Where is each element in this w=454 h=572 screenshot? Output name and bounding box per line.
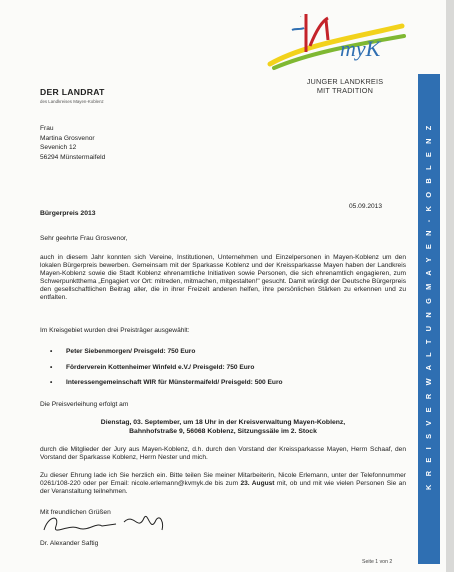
closing: Mit freundlichen Grüßen [40,509,111,516]
scan-mark: · [300,14,302,20]
list-item [50,364,283,380]
recipient-line: Frau [40,125,54,132]
list-item [50,348,283,364]
body-paragraph-ceremony: Die Preisverleihung erfolgt am [40,401,129,408]
page-number: Seite 1 von 2 [362,559,393,565]
body-paragraph-intro: auch in diesem Jahr konnten sich Vereine, Institutionen, Unternehmen und Einzelpersonen in Mayen-Koblenz um den lokalen Bürgerpreis bewerben. Gemeinsam mit der Sparkasse Koblenz und der Kreissparkasse Mayen haben der Landkreis Mayen-Koblenz sowie die Stadt Koblenz ehrenamtliche Initiativen sowie Personen, die sich ehrenamtlich engagieren, zum Schwerpunktthema „Engagiert vor Ort: mitreden, mitmachen, mitgestalten!" gesucht. Damit würdigt der Deutsche Bürgerpreis den gesellschaftlichen Beitrag aller, die in ihrer Freizeit anderen helfen, ihre persönlichen Stärken zu erkennen und zu entfalten. [40,254,406,301]
body-paragraph-invitation [40,472,406,496]
bullet-icon: • [50,348,53,355]
logo-caption [290,78,400,95]
letter-date: 05.09.2013 [349,203,383,210]
event-details [40,419,406,436]
deadline-date: 23. August [240,479,275,487]
body-paragraph-jury: durch die Mitglieder der Jury aus Mayen-Koblenz, d.h. durch den Vorstand der Kreissparkasse Mayen, Herrn Schaaf, den Vorstand der Sparkasse Koblenz, Herrn Nester und mich. [40,446,406,461]
sender-subtitle: des Landkreises Mayen-Koblenz [40,99,104,104]
winner-text: Förderverein Kottenheimer Winfeld e.V./ Preisgeld: 750 Euro [66,363,255,371]
event-line: Dienstag, 03. September, um 18 Uhr in der Kreisverwaltung Mayen-Koblenz, [100,419,346,426]
winner-text: Interessengemeinschaft WIR für Münstermaifeld/ Preisgeld: 500 Euro [66,379,283,386]
body-paragraph-winners-intro: Im Kreisgebiet wurden drei Preisträger ausgewählt: [40,327,190,334]
salutation: Sehr geehrte Frau Grosvenor, [40,235,128,242]
event-line: Bahnhofstraße 9, 56068 Koblenz, Sitzungssäle im 2. Stock [129,427,317,435]
invitation-text: Zu dieser Ehrung lade ich Sie herzlich ein. Bitte teilen Sie meiner Mitarbeiterin, Nicole Erlemann, unter der Telefonnummer 0261/108-220 oder per Email: nicole.erlemann@kvmyk.de bis zum [40,472,406,487]
winners-list [50,348,283,395]
signer-name: Dr. Alexander Saftig [40,540,99,547]
recipient-address [40,124,105,162]
handwritten-signature [38,510,168,540]
winner-text: Peter Siebenmorgen/ Preisgeld: 750 Euro [66,348,196,355]
logo-wordmark: myK [340,36,381,61]
invitation-text-end: mit, ob und mit wie vielen Personen Sie an der Veranstaltung teilnehmen. [40,479,406,495]
list-item [50,379,283,395]
logo-caption-line1: JUNGER LANDKREIS [306,77,384,86]
bullet-icon: • [50,379,53,386]
recipient-line: 56294 Münstermaifeld [40,153,106,161]
recipient-line: Martina Grosvenor [40,134,95,142]
letter-subject: Bürgerpreis 2013 [40,210,96,217]
logo-caption-line2: MIT TRADITION [316,85,374,95]
bullet-icon: • [50,363,53,371]
sender-title: DER LANDRAT [40,87,105,97]
sidebar-label [420,472,438,490]
recipient-line: Sevenich 12 [40,144,77,151]
kreis-logo [262,6,412,76]
